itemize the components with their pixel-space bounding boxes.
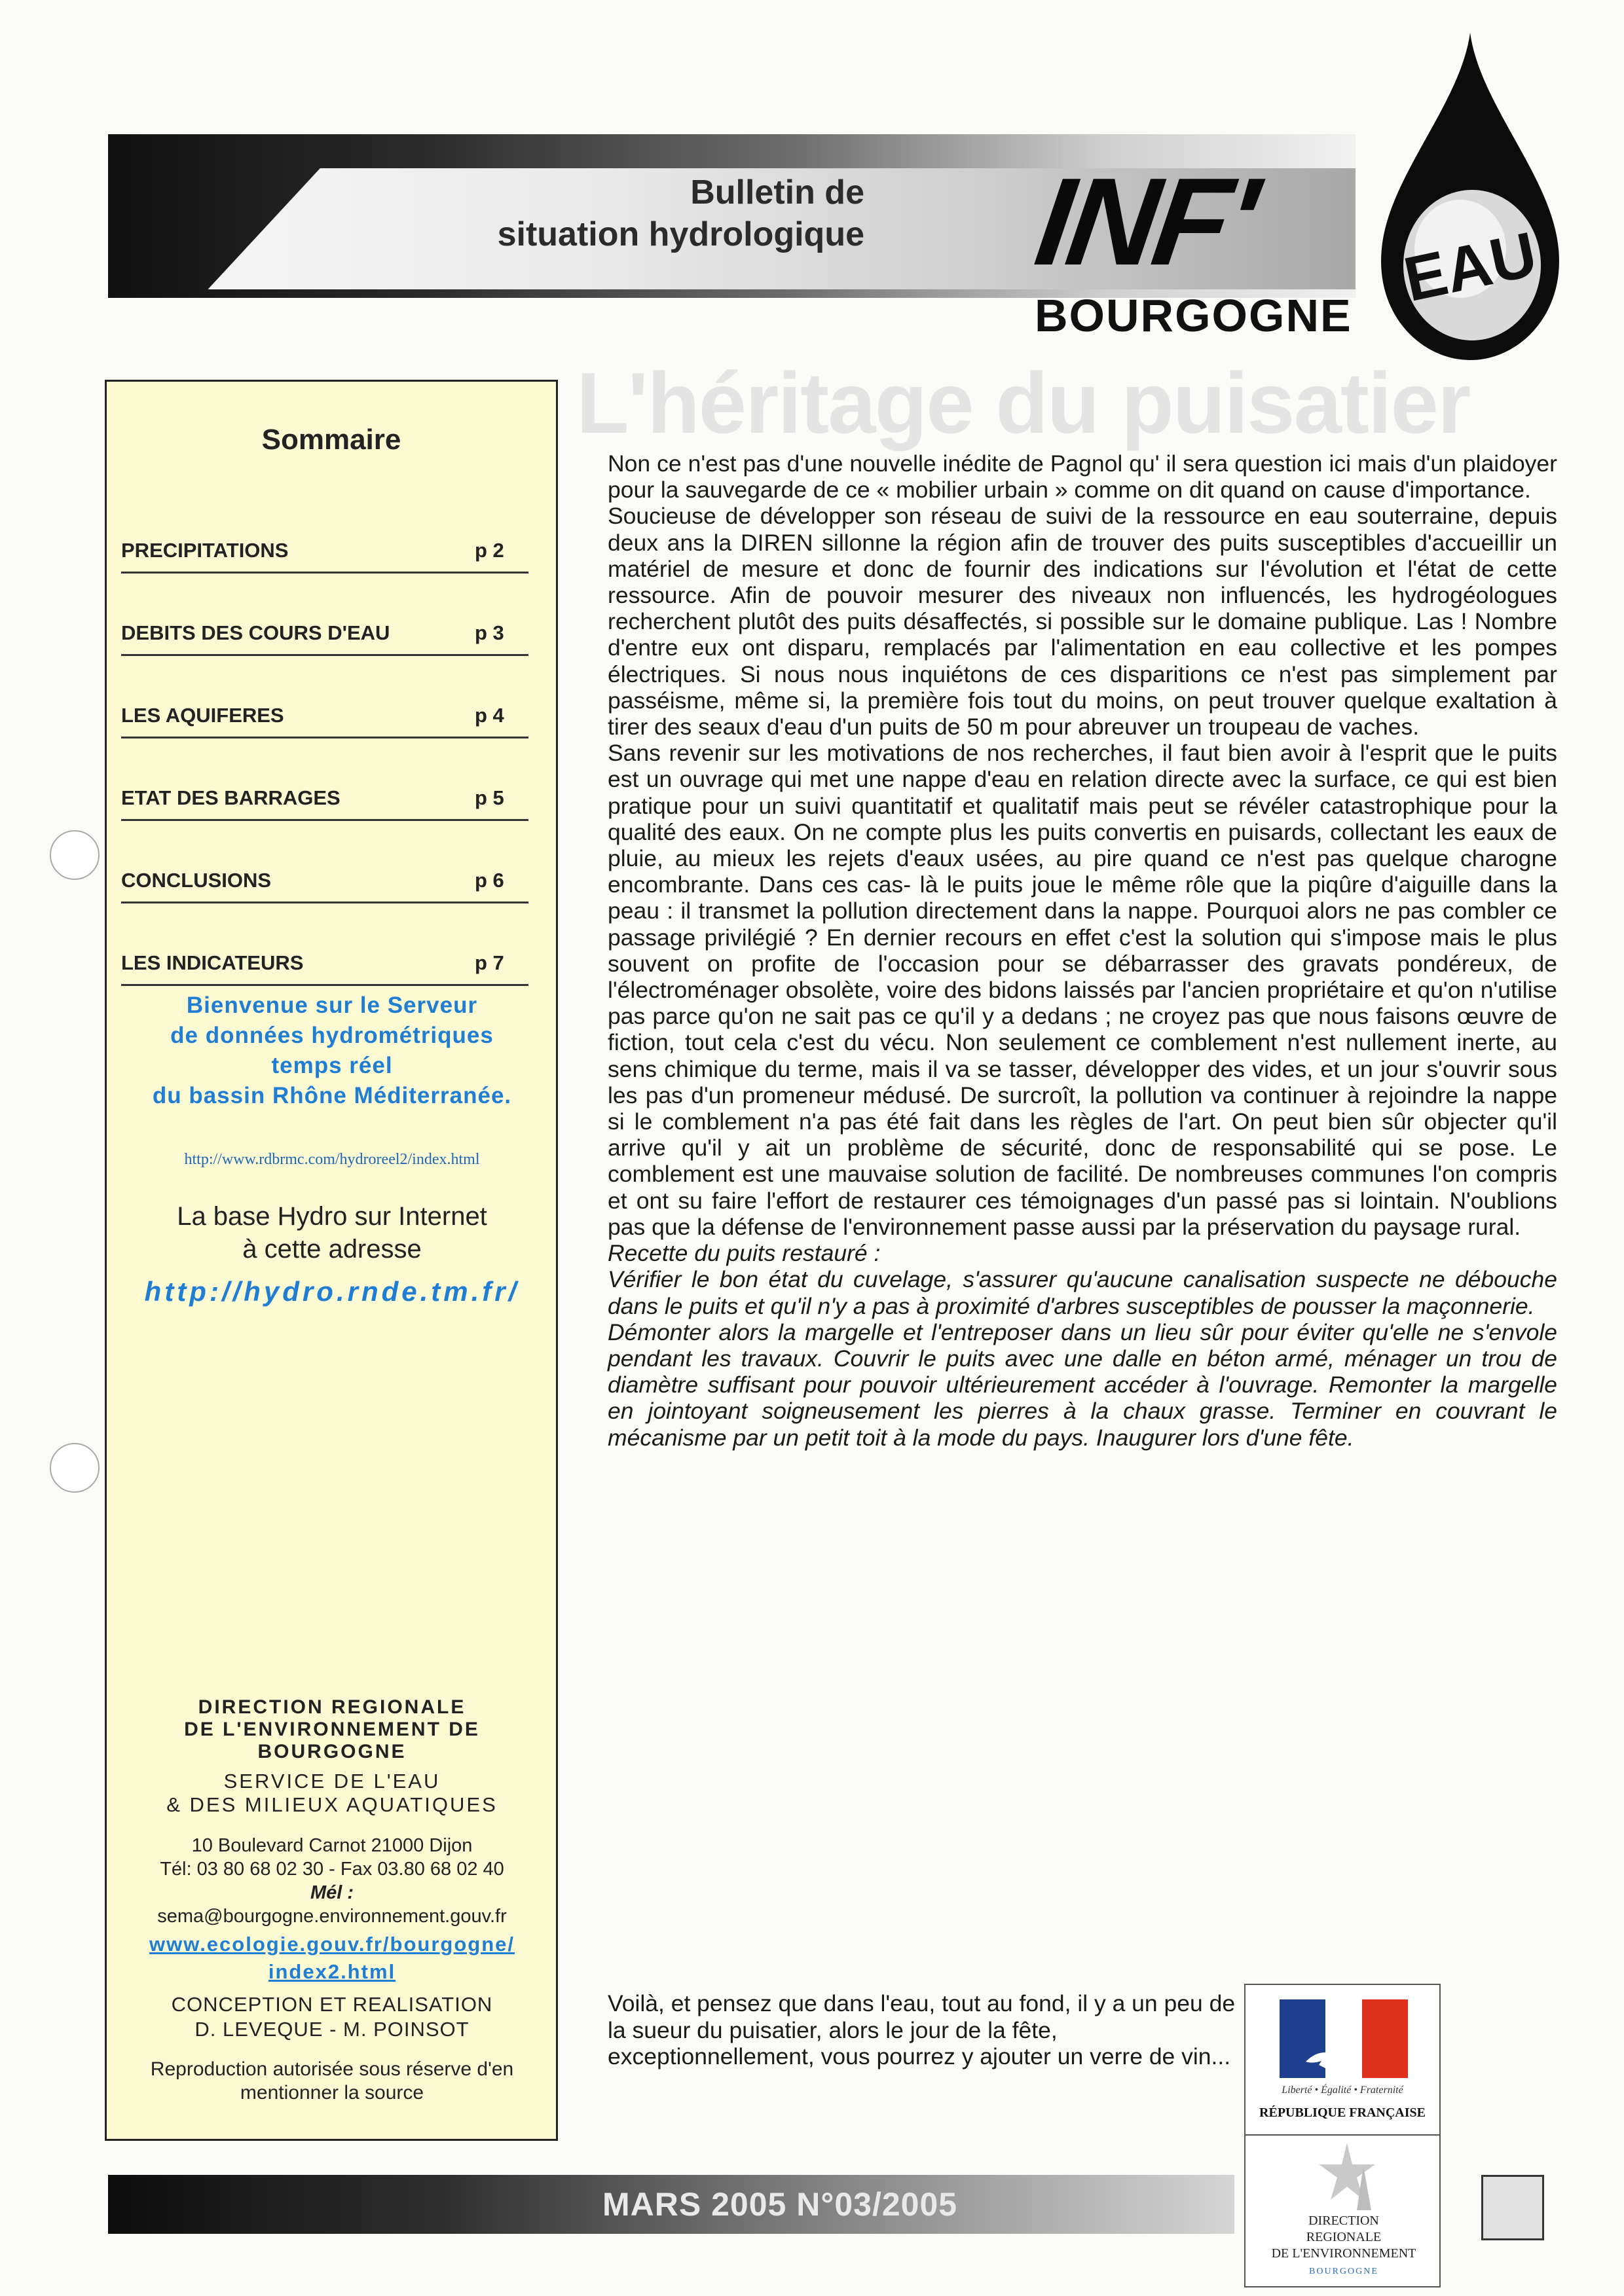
hydro-link[interactable]: http://hydro.rnde.tm.fr/	[144, 1276, 520, 1307]
rf-motto: Liberté • Égalité • Fraternité	[1282, 2085, 1403, 2096]
diren-line: DIRECTION REGIONALE	[198, 1696, 466, 1718]
toc-label: ETAT DES BARRAGES	[121, 786, 341, 809]
article-paragraph: Non ce n'est pas d'une nouvelle inédite de Pagnol qu' il sera question ici mais d'un plaidoyer pour la sauvegarde de ce « mobilier urbain » comme on dit quand on cause d'importance.	[608, 450, 1557, 503]
sidebar-summary	[105, 380, 558, 2141]
phone-fax: Tél: 03 80 68 02 30 - Fax 03.80 68 02 40	[160, 1859, 504, 1880]
toc-item-barrages[interactable]	[121, 780, 528, 821]
credits	[113, 1992, 551, 2042]
article-paragraph: Sans revenir sur les motivations de nos recherches, il faut bien avoir à l'esprit que le puits est un ouvrage qui met une nappe d'eau en relation directe avec la surface, ce qui est bien pratique pour un suivi quantitatif et qualitatif mais peut se révéler catastrophique pour la qualité des eaux. On ne compte plus les puits convertis en puisards, collectant les eaux de pluie, au mieux les rejets d'eaux usées, au pire quand ce n'est pas quelque charogne encombrante. Dans ces cas- là le puits joue le même rôle que la piqûre d'aiguille dans la peau : il transmet la pollution directement dans la nappe. Pourquoi alors ne pas combler ce passage privilégié ? En dernier recours en effet c'est la solution qui s'impose mais le plus souvent on profite de l'occasion pour se débarrasser des gravats pondéreux, de l'électroménager obsolète, voire des bidons laissés par l'ancien propriétaire et qu'on n'utilise pas parce qu'on ne sait pas ce qu'il y a dedans ; ne croyez pas que nous faisons œuvre de fiction, tout cela c'est du vécu. Non seulement ce comblement n'est nullement inerte, au sens chimique du terme, mais il va se tasser, développer des vides, et un jour s'ouvrir sous les pas d'un promeneur médusé. De surcroît, la pollution va continuer à rejoindre la nappe si le comblement n'a pas été fait dans les règles de l'art. On peut bien sûr objecter qu'il arrive qu'il y ait un problème de sécurité, donc de responsabilité qui se pose. Le comblement est une mauvaise solution de facilité. De nombreuses communes l'on compris et ont su faire l'effort de restaurer ces témoignages d'un passé pas si lointain. N'oublions pas que la défense de l'environnement passe aussi par la préservation du paysage rural.	[608, 740, 1557, 1240]
punch-hole-top	[50, 830, 100, 880]
recipe-title: Recette du puits restauré :	[608, 1240, 881, 1267]
website-line: index2.html	[268, 1960, 396, 1983]
service-line: & DES MILIEUX AQUATIQUES	[166, 1793, 498, 1816]
toc-item-precipitations[interactable]	[121, 532, 528, 574]
diren-logo	[1244, 2136, 1441, 2287]
website-line: www.ecologie.gouv.fr/bourgogne/	[149, 1933, 515, 1956]
toc-page: p 2	[475, 539, 504, 562]
diren-logo-line: REGIONALE	[1306, 2230, 1382, 2244]
credits-line: D. LEVEQUE - M. POINSOT	[194, 2018, 470, 2041]
email-link[interactable]: sema@bourgogne.environnement.gouv.fr	[157, 1906, 507, 1927]
welcome-message	[113, 991, 551, 1111]
toc-label: CONCLUSIONS	[121, 869, 272, 892]
recipe-paragraph: Vérifier le bon état du cuvelage, s'assurer qu'aucune canalisation suspecte ne débouche dans le puits et qu'il n'y a pas à proximité d'arbres susceptibles de pousser la maçonnerie.	[608, 1266, 1557, 1319]
toc-item-aquiferes[interactable]	[121, 697, 528, 738]
toc-page: p 7	[475, 951, 504, 974]
toc-item-debits[interactable]	[121, 615, 528, 656]
toc-page: p 4	[475, 704, 504, 727]
toc-item-indicateurs[interactable]	[121, 945, 528, 986]
website-link[interactable]	[113, 1931, 551, 1986]
recipe-paragraph: Démonter alors la margelle et l'entreposer dans un lieu sûr pour éviter qu'elle ne s'envole pendant les travaux. Couvrir le puits avec une dalle en béton armé, ménager un trou de diamètre suffisant pour pouvoir ultérieurement accéder à l'ouvrage. Remonter la margelle en jointoyant soigneusement les pierres à la chaux grasse. Terminer en couvrant le mécanisme par un petit toit à la mode du pays. Inaugurer lors d'une fête.	[608, 1319, 1557, 1451]
republique-francaise-logo	[1244, 1984, 1441, 2136]
star-figure-icon	[1311, 2140, 1383, 2212]
logo-infeau: INF'	[1028, 153, 1263, 291]
toc-label: PRECIPITATIONS	[121, 539, 289, 562]
region-label: BOURGOGNE	[1035, 290, 1352, 341]
diren-logo-line: DE L'ENVIRONNEMENT	[1271, 2246, 1416, 2261]
toc-label: LES INDICATEURS	[121, 951, 304, 974]
toc-page: p 3	[475, 621, 504, 644]
bulletin-title-line1: Bulletin de	[690, 173, 864, 211]
service-block	[113, 1770, 551, 1817]
toc-item-conclusions[interactable]	[121, 862, 528, 903]
hydro-base-text	[113, 1200, 551, 1266]
bulletin-title-line2: situation hydrologique	[497, 215, 864, 253]
rf-name: RÉPUBLIQUE FRANÇAISE	[1259, 2105, 1426, 2120]
welcome-line: du bassin Rhône Méditerranée.	[152, 1083, 512, 1108]
diren-line: DE L'ENVIRONNEMENT DE	[184, 1719, 480, 1740]
article-title: L'héritage du puisatier	[576, 355, 1470, 451]
article-paragraph: Soucieuse de développer son réseau de suivi de la ressource en eau souterraine, depuis deux ans la DIREN sillonne la région afin de trouver des puits susceptibles d'accueillir un matériel de mesure et donc de fournir des indications sur l'évolution et l'état de cette ressource. Afin de pouvoir mesurer des niveaux non influencés, les hydrogéologues recherchent plutôt des puits désaffectés, si possible sur le domaine publique. Las ! Nombre d'entre eux ont disparu, remplacés par l'alimentation en eau collective et les pompes électriques. Si nous nous inquiétons de ces disparitions ce n'est pas simplement par passéisme, même si, la première fois tout du moins, on peut trouver quelque exaltation à tirer des seaux d'eau d'un puits de 50 m pour abreuver un troupeau de vaches.	[608, 503, 1557, 740]
logo-drop-text: EAU	[1398, 219, 1543, 316]
issue-label: MARS 2005 N°03/2005	[602, 2186, 958, 2223]
toc-page: p 5	[475, 786, 504, 809]
toc-page: p 6	[475, 869, 504, 892]
marianne-flag-icon	[1280, 1999, 1408, 2078]
water-drop-logo	[1362, 26, 1578, 367]
repro-line: mentionner la source	[240, 2082, 424, 2104]
repro-line: Reproduction autorisée sous réserve d'en	[150, 2058, 514, 2080]
welcome-line: temps réel	[271, 1053, 393, 1078]
diren-line: BOURGOGNE	[257, 1741, 407, 1762]
hydro-line: à cette adresse	[242, 1235, 422, 1264]
article-body	[608, 450, 1557, 1451]
reproduction-notice	[113, 2058, 551, 2105]
closing-paragraph: Voilà, et pensez que dans l'eau, tout au fond, il y a un peu de la sueur du puisatier, alors le jour de la fête, exceptionnellement, vous pourrez y ajouter un verre de vin...	[608, 1990, 1236, 2069]
credits-line: CONCEPTION ET REALISATION	[171, 1993, 493, 2016]
hydro-line: La base Hydro sur Internet	[177, 1202, 487, 1231]
diren-logo-line: DIRECTION	[1308, 2214, 1379, 2228]
diren-logo-region: BOURGOGNE	[1309, 2267, 1378, 2276]
diren-block	[113, 1696, 551, 1763]
bulletin-title	[367, 172, 864, 255]
rdbrmc-link[interactable]: http://www.rdbrmc.com/hydroreel2/index.html	[184, 1151, 480, 1168]
welcome-line: Bienvenue sur le Serveur	[186, 993, 478, 1018]
welcome-line: de données hydrométriques	[170, 1023, 494, 1048]
contact-block	[113, 1834, 551, 1928]
footer-square	[1481, 2175, 1544, 2240]
diren-logo-text	[1259, 2213, 1429, 2262]
service-line: SERVICE DE L'EAU	[223, 1770, 441, 1793]
toc-label: LES AQUIFERES	[121, 704, 284, 727]
toc-label: DEBITS DES COURS D'EAU	[121, 621, 390, 644]
summary-title: Sommaire	[261, 424, 401, 456]
mel-label: Mél :	[310, 1882, 354, 1903]
address: 10 Boulevard Carnot 21000 Dijon	[191, 1835, 473, 1856]
punch-hole-bottom	[50, 1443, 100, 1493]
